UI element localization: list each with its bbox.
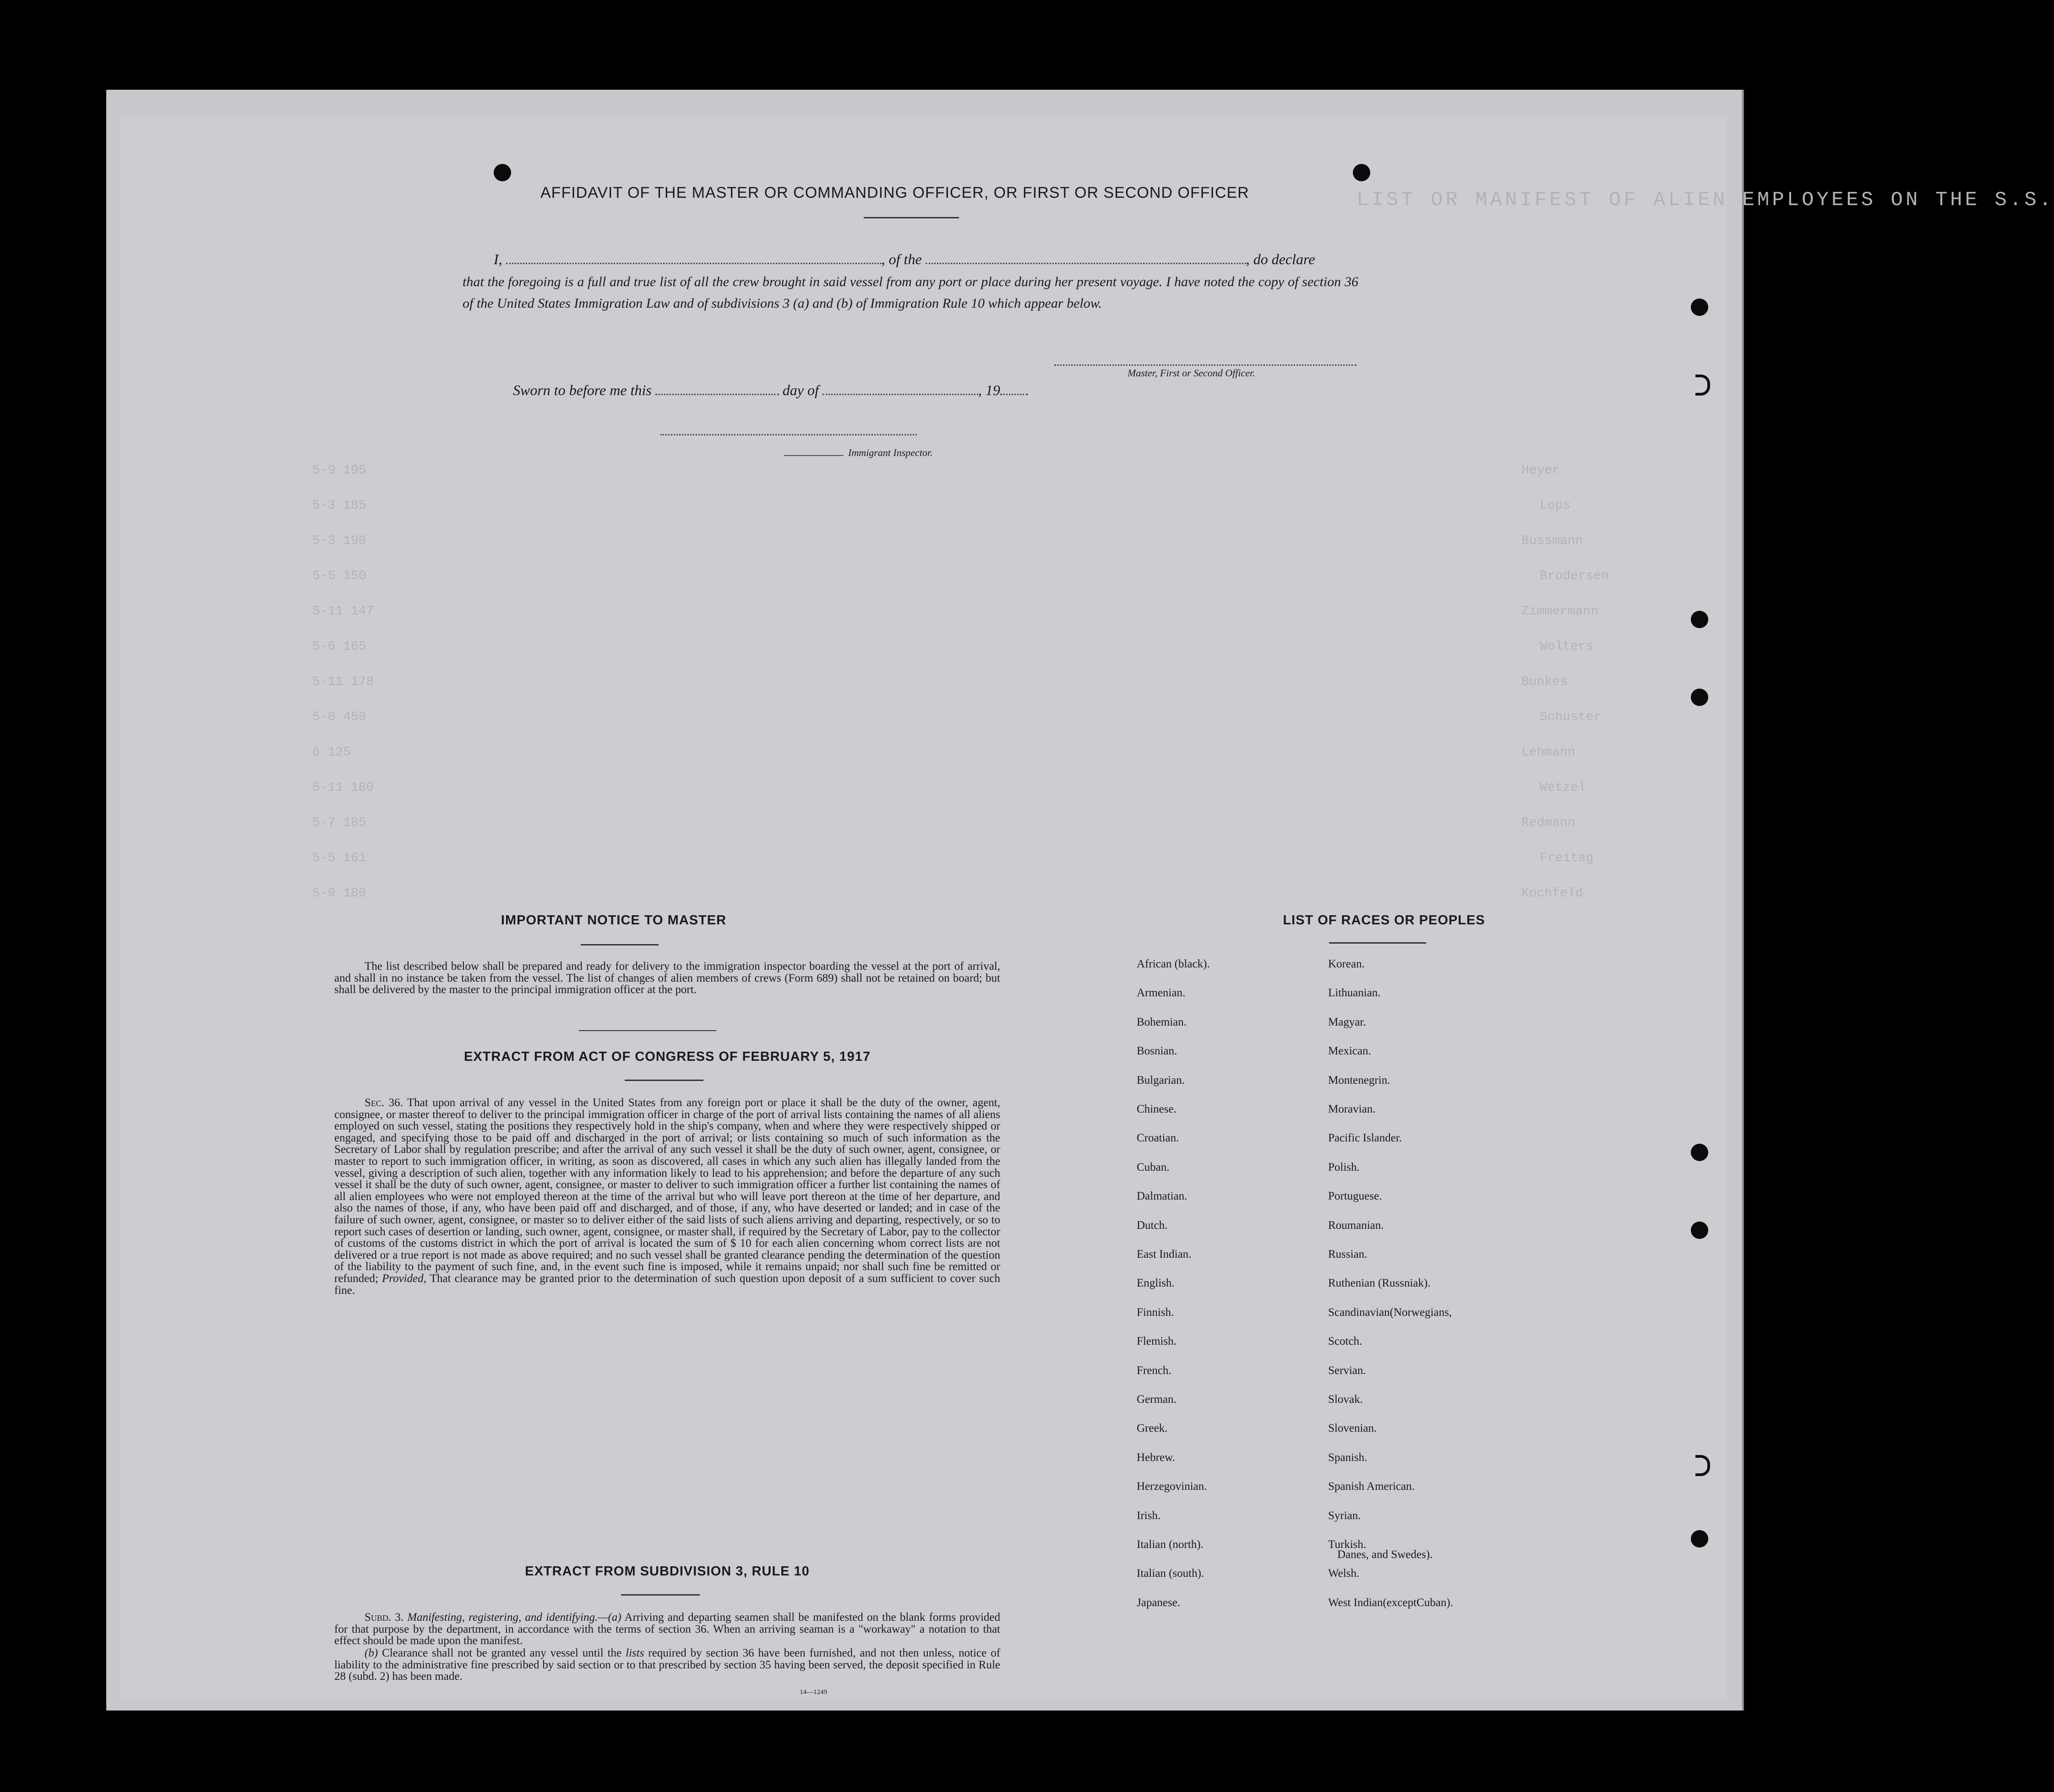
rule-text-a: [334, 1612, 1000, 1647]
col1-race-item: Dutch.: [1137, 1219, 1168, 1232]
vessel-field[interactable]: [926, 263, 1246, 264]
act-text: [334, 1097, 1000, 1296]
punch-hole-icon: [1691, 1222, 1708, 1239]
master-signature-line[interactable]: [1054, 364, 1357, 366]
col2-race-item: Scotch.: [1328, 1335, 1362, 1348]
act-heading: EXTRACT FROM ACT OF CONGRESS OF FEBRUARY 5, 1917: [463, 1049, 871, 1064]
inspector-signature-line[interactable]: [660, 434, 917, 435]
punch-hole-icon: [1353, 164, 1370, 181]
bleed-through-number: 5-7 185: [312, 816, 366, 830]
bleed-through-number: 5-11 147: [312, 604, 374, 619]
col2-race-item: Mexican.: [1328, 1045, 1371, 1058]
inspector-rule: [784, 455, 844, 456]
bleed-through-name: Redmann: [1521, 816, 1575, 830]
bleed-through-number: 6 125: [312, 745, 351, 760]
punch-hole-icon: [1691, 689, 1708, 706]
bleed-through-name: Wolters: [1540, 640, 1594, 654]
notice-heading: IMPORTANT NOTICE TO MASTER: [501, 913, 727, 928]
bleed-through-name: Brodersen: [1540, 569, 1609, 583]
col1-race-item: Chinese.: [1137, 1103, 1177, 1115]
col2-race-item: Syrian.: [1328, 1509, 1361, 1522]
act-body-end: That clearance may be granted prior to the determination of such question upon deposit of a sum sufficient to cover such fine.: [334, 1272, 1000, 1297]
day-of-label: day of: [782, 382, 819, 398]
col1-race-item: English.: [1137, 1277, 1175, 1290]
col2-race-item: Spanish.: [1328, 1451, 1368, 1464]
col2-race-item: Lithuanian.: [1328, 987, 1381, 999]
col2-race-item: Magyar.: [1328, 1015, 1366, 1028]
sworn-label: Sworn to before me this: [513, 382, 652, 398]
rule-text-b: [334, 1647, 1000, 1683]
bleed-through-number: 5-6 450: [312, 710, 366, 724]
master-caption: Master, First or Second Officer.: [1128, 367, 1255, 379]
bleed-through-number: 5-11 178: [312, 675, 374, 689]
bleed-through-number: 5-11 180: [312, 781, 374, 795]
bleed-through-name: Freitag: [1540, 851, 1594, 865]
notice-text: The list described below shall be prepared and ready for delivery to the immigration inspector boarding the vessel at the port of arrival, and shall in no instance be taken from the vessel. The list of changes of alien members of crews (Form 689) shall not be retained on board; but shall be delivered by the master to the principal immigration officer at the port.: [334, 960, 1000, 996]
provided-label: Provided,: [382, 1272, 426, 1285]
bleed-through-name: Zimmermann: [1521, 604, 1599, 619]
bleed-through-number: 5-5 150: [312, 569, 366, 583]
sec-label: Sec. 36.: [365, 1097, 403, 1109]
col2-race-item: Moravian.: [1328, 1103, 1376, 1115]
races-heading: LIST OF RACES OR PEOPLES: [1283, 913, 1485, 928]
punch-hole-icon: [1695, 375, 1710, 396]
bleed-through-number: 5-5 161: [312, 851, 366, 865]
col2-race-item: Portuguese.: [1328, 1190, 1382, 1203]
punch-hole-icon: [494, 164, 511, 181]
year-label: , 19: [978, 382, 1000, 398]
bleed-through-name: Kochfeld: [1521, 886, 1583, 901]
col1-race-item: Japanese.: [1137, 1596, 1181, 1609]
sworn-line: [513, 382, 1028, 399]
rule-rule: [621, 1594, 700, 1596]
bleed-through-name: Bussmann: [1521, 534, 1583, 548]
bleed-through-number: 5-9 195: [312, 463, 366, 478]
name-field[interactable]: [506, 263, 882, 264]
inspector-caption: Immigrant Inspector.: [848, 447, 933, 458]
race-continuation: Danes, and Swedes).: [1337, 1548, 1433, 1561]
bleed-through-name: Lops: [1540, 499, 1571, 513]
rule-b-body1: Clearance shall not be granted any vessel until the: [382, 1647, 622, 1659]
punch-hole-icon: [1695, 1455, 1710, 1476]
act-rule: [625, 1080, 703, 1081]
col1-race-item: Italian (north).: [1137, 1538, 1204, 1551]
punch-hole-icon: [1691, 1144, 1708, 1161]
punch-hole-icon: [1691, 1530, 1708, 1548]
declaration-line: [494, 251, 1315, 268]
document-page: [120, 115, 2054, 1700]
form-number: 14—1249: [800, 1689, 827, 1696]
col2-race-item: West Indian(exceptCuban).: [1328, 1596, 1453, 1609]
bleed-through-number: 5-3 190: [312, 534, 366, 548]
col1-race-item: Cuban.: [1137, 1161, 1170, 1173]
col1-race-item: Bohemian.: [1137, 1015, 1187, 1028]
col1-race-item: French.: [1137, 1364, 1171, 1377]
bleed-through-header: LIST OR MANIFEST OF ALIEN EMPLOYEES ON THE S.S.: [1357, 189, 2054, 212]
col1-race-item: Croatian.: [1137, 1132, 1179, 1145]
notice-divider: [579, 1030, 716, 1031]
bleed-through-name: Bunkes: [1521, 675, 1568, 689]
bleed-through-number: 5-9 180: [312, 886, 366, 901]
col2-race-item: Ruthenian (Russniak).: [1328, 1277, 1431, 1290]
act-body: That upon arrival of any vessel in the United States from any foreign port or place it shall be the duty of the owner, agent, consignee, or master thereof to deliver to the principal immigration officer in charge of the port of arrival lists containing the names of all aliens employed on such vessel, stating the positions they respectively hold in the ship's company, when and where they were respectively shipped or engaged, and specifying those to be paid off and discharged in the port of arrival; or lists containing so much of such information as the Secretary of Labor shall by regulation prescribe; and after the arrival of any such vessel it shall be the duty of such owner, agent, consignee, or master to report to such immigration officer, in writing, as soon as discovered, all cases in which any such alien has illegally landed from the vessel, giving a description of such alien, together with any information likely to lead to his apprehension; and before the departure of any such vessel it shall be the duty of such owner, agent, consignee, or master to deliver to such immigration officer a further list containing the names of all alien employees who were not employed thereon at the time of the arrival but who will leave port thereon at the time of her departure, and also the names of those, if any, who have been paid off and discharged, and of those, if any, who have deserted or landed; and in case of the failure of such owner, agent, consignee, or master so to deliver either of the said lists of such aliens arriving and departing, respectively, or so to report such cases of desertion or landing, such owner, agent, consignee, or master shall, if required by the Secretary of Labor, pay to the collector of customs of the customs district in which the port of arrival is located the sum of $ 10 for each alien concerning whom correct lists are not delivered or a true report is not made as above required; and no such vessel shall be granted clearance pending the determination of the question of the liability to the payment of such fine, and, in the event such fine is imposed, while it remains unpaid; nor shall such fine be remitted or refunded;: [334, 1097, 1000, 1285]
rule-b-body2: required by section 36 have been furnished, and not then unless, notice of liability to the administrative fine prescribed by said section or to that prescribed by section 35 having been served, the deposit specified in Rule 28 (subd. 2) has been made.: [334, 1647, 1001, 1683]
month-field[interactable]: [823, 394, 978, 395]
col2-race-item: Servian.: [1328, 1364, 1366, 1377]
day-field[interactable]: [655, 394, 779, 395]
year-field[interactable]: [1000, 394, 1028, 395]
col2-race-item: Spanish American.: [1328, 1480, 1415, 1493]
col1-race-item: Finnish.: [1137, 1306, 1174, 1319]
col1-race-item: African (black).: [1137, 958, 1210, 970]
col1-race-item: Bulgarian.: [1137, 1074, 1185, 1086]
subd-label: Subd. 3.: [365, 1611, 404, 1624]
bleed-through-name: Schuster: [1540, 710, 1602, 724]
affidavit-title: AFFIDAVIT OF THE MASTER OR COMMANDING OFFICER, OR FIRST OR SECOND OFFICER: [540, 184, 1249, 201]
bleed-through-name: Lehmann: [1521, 745, 1575, 760]
lists-word: lists: [626, 1647, 644, 1659]
col1-race-item: Dalmatian.: [1137, 1190, 1188, 1203]
col1-race-item: Bosnian.: [1137, 1045, 1177, 1058]
col2-race-item: Welsh.: [1328, 1567, 1360, 1580]
b-label: (b): [365, 1647, 378, 1659]
col1-race-item: Italian (south).: [1137, 1567, 1204, 1580]
subd-title: Manifesting, registering, and identifying.—(a): [407, 1611, 621, 1624]
col1-race-item: Herzegovinian.: [1137, 1480, 1207, 1493]
rule-a-body: Arriving and departing seamen shall be manifested on the blank forms provided for that purpose by the department, in accordance with the terms of section 36. When an arriving seaman is a "workaway" a notation to that effect should be made upon the manifest.: [334, 1611, 1001, 1647]
col2-race-item: Slovak.: [1328, 1393, 1363, 1406]
col2-race-item: Turkish.: [1328, 1538, 1367, 1551]
col1-race-item: Hebrew.: [1137, 1451, 1175, 1464]
col2-race-item: Korean.: [1328, 958, 1365, 970]
bleed-through-number: 5-6 165: [312, 640, 366, 654]
col1-race-item: East Indian.: [1137, 1248, 1192, 1260]
rule-heading: EXTRACT FROM SUBDIVISION 3, RULE 10: [525, 1564, 810, 1579]
declaration-paragraph: that the foregoing is a full and true list of all the crew brought in said vessel from any port or place during her present voyage. I have noted the copy of section 36 of the United States Immigration Law and of subdivisions 3 (a) and (b) of Immigration Rule 10 which appear below.: [463, 274, 1358, 311]
col1-race-item: Armenian.: [1137, 987, 1186, 999]
of-the-label: , of the: [881, 251, 922, 267]
col2-race-item: Roumanian.: [1328, 1219, 1384, 1232]
col1-race-item: Flemish.: [1137, 1335, 1177, 1348]
races-rule: [1329, 942, 1426, 944]
col2-race-item: Pacific Islander.: [1328, 1132, 1402, 1145]
bleed-through-number: 5-3 185: [312, 499, 366, 513]
do-declare-label: , do declare: [1246, 251, 1315, 267]
col1-race-item: Greek.: [1137, 1422, 1168, 1435]
col2-race-item: Russian.: [1328, 1248, 1368, 1260]
col2-race-item: Scandinavian(Norwegians,: [1328, 1306, 1452, 1319]
punch-hole-icon: [1691, 299, 1708, 316]
notice-rule: [581, 944, 659, 945]
title-rule: [864, 217, 959, 218]
col2-race-item: Montenegrin.: [1328, 1074, 1390, 1086]
col2-race-item: Polish.: [1328, 1161, 1360, 1173]
i-label: I,: [494, 251, 502, 267]
bleed-through-name: Heyer: [1521, 463, 1560, 478]
punch-hole-icon: [1691, 611, 1708, 628]
col2-race-item: Slovenian.: [1328, 1422, 1377, 1435]
bleed-through-name: Wetzel: [1540, 781, 1586, 795]
col1-race-item: Irish.: [1137, 1509, 1161, 1522]
col1-race-item: German.: [1137, 1393, 1177, 1406]
